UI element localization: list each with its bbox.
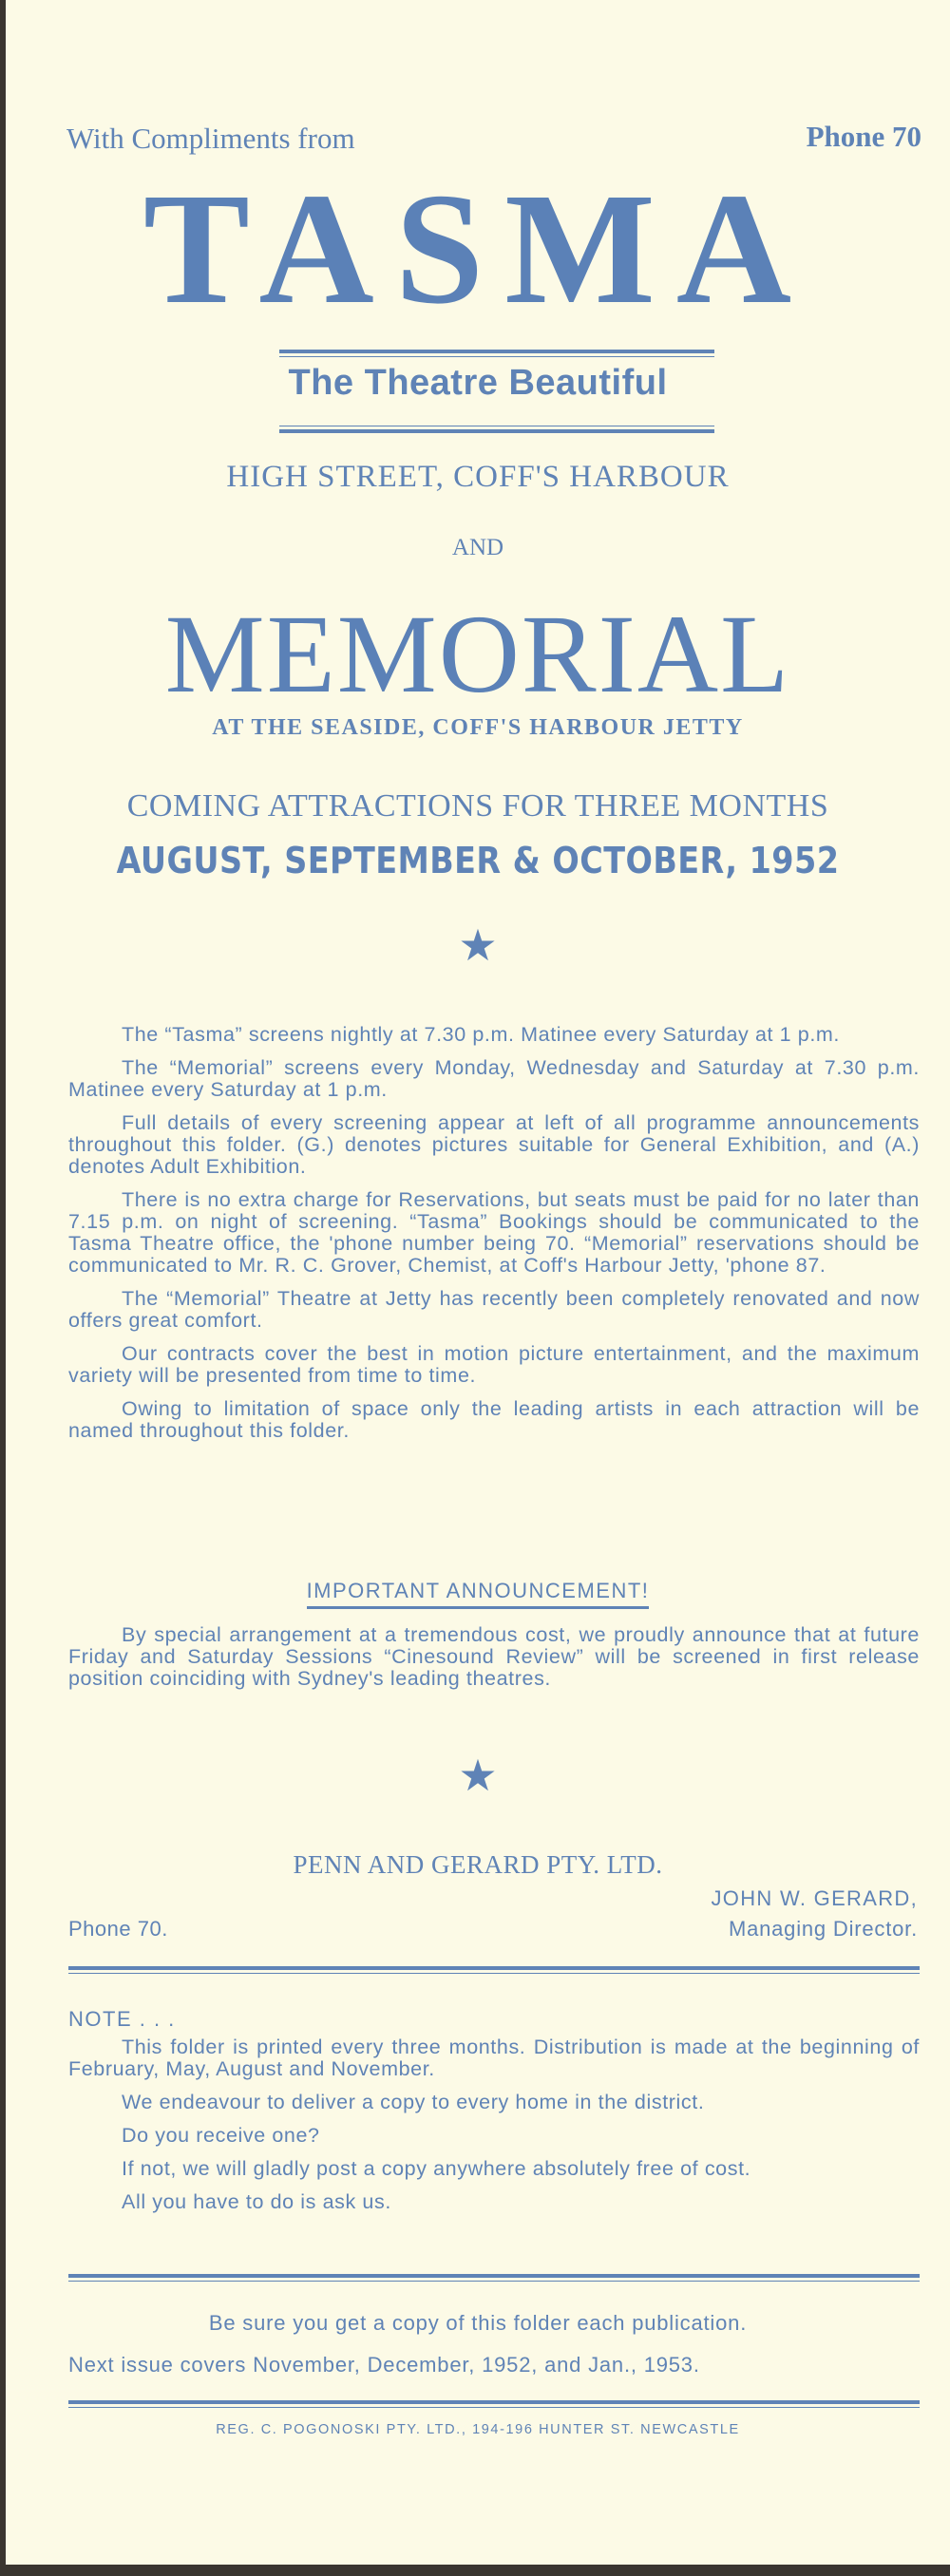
tasma-tagline: The Theatre Beautiful (288, 363, 668, 403)
program-folder-page (6, 0, 950, 2565)
divider-rule (279, 426, 714, 433)
memorial-title: MEMORIAL (164, 592, 791, 716)
memorial-address: AT THE SEASIDE, COFF'S HARBOUR JETTY (212, 715, 744, 740)
tasma-title: TASMA (142, 161, 813, 337)
divider-rule (279, 350, 714, 357)
announcement-section (68, 1624, 920, 1701)
next-issue-text: Next issue covers November, December, 1952, and Jan., 1953. (68, 2353, 700, 2377)
season-period: AUGUST, SEPTEMBER & OCTOBER, 1952 (116, 840, 840, 881)
star-icon: ★ (458, 920, 498, 970)
divider-rule (68, 2400, 920, 2408)
note-paragraph: We endeavour to deliver a copy to every home in the district. (122, 2091, 705, 2113)
intro-paragraph: The “Memorial” Theatre at Jetty has recently been completely renovated and now offers great comfort. (68, 1287, 920, 1332)
note-paragraph: Do you receive one? (122, 2124, 320, 2147)
coming-attractions-heading: COMING ATTRACTIONS FOR THREE MONTHS (126, 788, 829, 824)
note-paragraph: If not, we will gladly post a copy anywhere absolutely free of cost. (122, 2157, 751, 2180)
announcement-heading (6, 1579, 950, 1603)
intro-paragraph: The “Memorial” screens every Monday, Wednesday and Saturday at 7.30 p.m. Matinee every Saturday at 1 p.m. (68, 1056, 920, 1101)
company-phone: Phone 70. (68, 1917, 168, 1941)
be-sure-text: Be sure you get a copy of this folder each publication. (208, 2311, 748, 2335)
compliments-text: With Compliments from (66, 122, 355, 155)
intro-paragraph: The “Tasma” screens nightly at 7.30 p.m. Matinee every Saturday at 1 p.m. (122, 1023, 841, 1046)
announcement-heading-text: IMPORTANT ANNOUNCEMENT! (307, 1579, 650, 1609)
note-paragraph: This folder is printed every three months. Distribution is made at the beginning of February, May, August and November. (68, 2036, 920, 2080)
note-heading: NOTE . . . (68, 2007, 176, 2031)
company-name: PENN AND GERARD PTY. LTD. (293, 1850, 663, 1879)
note-section (68, 2036, 920, 2225)
header-phone: Phone 70 (806, 120, 922, 153)
note-paragraph: All you have to do is ask us. (122, 2190, 391, 2213)
intro-paragraph: Our contracts cover the best in motion picture entertainment, and the maximum variety will be presented from time to time. (68, 1342, 920, 1387)
director-name: JOHN W. GERARD, (711, 1886, 918, 1910)
announcement-paragraph: By special arrangement at a tremendous cost, we proudly announce that at future Friday and Saturday Sessions “Cinesound Review” will be screened in first release position coinciding with Sydney's leading theatres. (68, 1623, 920, 1690)
intro-paragraph: Owing to limitation of space only the leading artists in each attraction will be named throughout this folder. (68, 1397, 920, 1442)
tasma-address: HIGH STREET, COFF'S HARBOUR (226, 460, 730, 494)
divider-rule (68, 2274, 920, 2282)
intro-paragraph: Full details of every screening appear at left of all programme announcements throughout this folder. (G.) denotes pictures suitable for General Exhibition, and (A.) denotes Adult Exhibition. (68, 1111, 920, 1178)
printer-imprint: REG. C. POGONOSKI PTY. LTD., 194-196 HUNTER ST. NEWCASTLE (216, 2422, 740, 2437)
star-icon: ★ (458, 1751, 498, 1800)
divider-rule (68, 1966, 920, 1974)
intro-section (68, 1024, 920, 1453)
intro-paragraph: There is no extra charge for Reservations, but seats must be paid for no later than 7.15 p.m. on night of screening. “Tasma” Bookings should be communicated to the Tasma Theatre office, the 'phone number being 70. “Memorial” reservations should be communicated to Mr. R. C. Grover, Chemist, at Coff's Harbour Jetty, 'phone 87. (68, 1188, 920, 1277)
and-conjunction: AND (451, 535, 504, 560)
director-title: Managing Director. (728, 1917, 918, 1941)
